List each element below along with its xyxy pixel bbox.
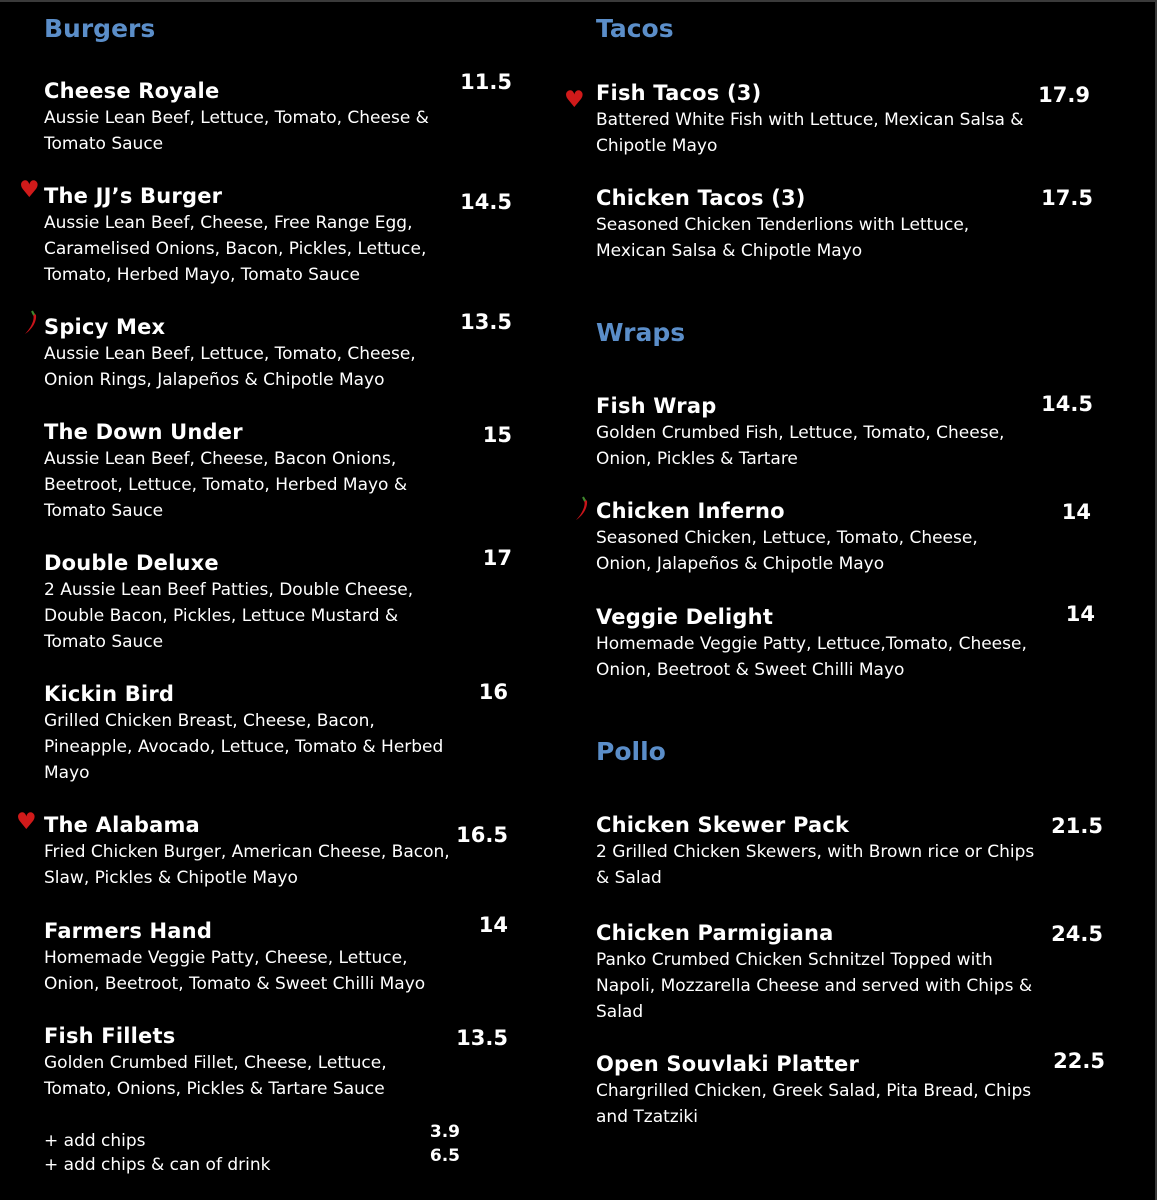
item-price: 14 [1065, 602, 1095, 626]
item-name: Chicken Tacos (3) [596, 186, 806, 210]
item-name: Cheese Royale [44, 79, 220, 103]
item-price: 21.5 [1051, 814, 1103, 838]
item-price: 17.9 [1038, 83, 1090, 107]
extra-add-chips-drink: + add chips & can of drink [44, 1155, 271, 1175]
menu-item-chicken-skewer-pack [596, 812, 1036, 891]
item-price: 24.5 [1051, 922, 1103, 946]
item-description: Homemade Veggie Patty, Lettuce,Tomato, Cheese, Onion, Beetroot & Sweet Chilli Mayo [596, 634, 1027, 680]
item-price: 14 [478, 913, 508, 937]
item-name: Farmers Hand [44, 919, 213, 943]
item-name: Chicken Parmigiana [596, 921, 834, 945]
item-description: Golden Crumbed Fillet, Cheese, Lettuce, Tomato, Onions, Pickles & Tartare Sauce [44, 1053, 387, 1099]
item-price: 22.5 [1053, 1049, 1105, 1073]
menu-item-veggie-delight [596, 604, 1036, 683]
item-price: 13.5 [456, 1026, 508, 1050]
item-price: 14.5 [460, 190, 512, 214]
section-title-burgers: Burgers [44, 14, 156, 43]
item-price: 16.5 [456, 823, 508, 847]
item-description: Chargrilled Chicken, Greek Salad, Pita Bread, Chips and Tzatziki [596, 1081, 1032, 1127]
menu-item-alabama [44, 812, 454, 891]
item-description: Aussie Lean Beef, Cheese, Free Range Egg, Caramelised Onions, Bacon, Pickles, Lettuce, Tomato, Herbed Mayo, Tomato Sauce [44, 213, 427, 285]
item-description: Seasoned Chicken Tenderlions with Lettuce, Mexican Salsa & Chipotle Mayo [596, 215, 970, 261]
heart-icon: ♥ [19, 177, 40, 203]
menu-item-cheese-royale [44, 78, 454, 157]
chili-icon [575, 496, 589, 522]
item-description: Panko Crumbed Chicken Schnitzel Topped with Napoli, Mozzarella Cheese and served with Chips & Salad [596, 950, 1033, 1022]
extra-price: 3.9 [429, 1122, 460, 1142]
menu-item-chicken-tacos [596, 185, 1036, 264]
item-name: Fish Wrap [596, 394, 717, 418]
item-name: The Down Under [44, 420, 243, 444]
item-description: Homemade Veggie Patty, Cheese, Lettuce, Onion, Beetroot, Tomato & Sweet Chilli Mayo [44, 948, 426, 994]
section-title-wraps: Wraps [596, 318, 686, 347]
item-description: Grilled Chicken Breast, Cheese, Bacon, Pineapple, Avocado, Lettuce, Tomato & Herbed Mayo [44, 711, 444, 783]
menu-item-chicken-parmigiana [596, 920, 1036, 1025]
item-price: 15 [482, 423, 512, 447]
item-name: Chicken Skewer Pack [596, 813, 850, 837]
menu-item-double-deluxe [44, 550, 454, 655]
menu-item-kickin-bird [44, 681, 454, 786]
item-description: Aussie Lean Beef, Cheese, Bacon Onions, Beetroot, Lettuce, Tomato, Herbed Mayo & Tomato Sauce [44, 449, 408, 521]
item-name: Veggie Delight [596, 605, 774, 629]
section-title-pollo: Pollo [596, 737, 666, 766]
menu-item-fish-tacos [596, 80, 1036, 159]
menu-item-fish-fillets [44, 1023, 454, 1102]
menu-item-spicy-mex [44, 314, 454, 393]
item-description: Aussie Lean Beef, Lettuce, Tomato, Cheese, Onion Rings, Jalapeños & Chipotle Mayo [44, 344, 416, 390]
item-price: 17 [482, 546, 512, 570]
item-name: Double Deluxe [44, 551, 219, 575]
heart-icon: ♥ [16, 809, 37, 835]
extra-add-chips: + add chips [44, 1131, 146, 1151]
item-price: 14.5 [1041, 392, 1093, 416]
heart-icon: ♥ [564, 87, 585, 113]
menu-item-fish-wrap [596, 393, 1036, 472]
item-description: 2 Grilled Chicken Skewers, with Brown rice or Chips & Salad [596, 842, 1035, 888]
item-description: Seasoned Chicken, Lettuce, Tomato, Cheese, Onion, Jalapeños & Chipotle Mayo [596, 528, 978, 574]
menu-item-open-souvlaki-platter [596, 1051, 1036, 1130]
item-description: Aussie Lean Beef, Lettuce, Tomato, Cheese & Tomato Sauce [44, 108, 429, 154]
section-title-tacos: Tacos [596, 14, 674, 43]
item-description: 2 Aussie Lean Beef Patties, Double Cheese, Double Bacon, Pickles, Lettuce Mustard & Tomato Sauce [44, 580, 414, 652]
item-price: 13.5 [460, 310, 512, 334]
item-price: 14 [1061, 500, 1091, 524]
item-name: Fish Fillets [44, 1024, 176, 1048]
menu-item-farmers-hand [44, 918, 454, 997]
menu-item-jjs-burger [44, 183, 454, 288]
item-name: The Alabama [44, 813, 200, 837]
item-name: Chicken Inferno [596, 499, 785, 523]
item-name: The JJ’s Burger [44, 184, 223, 208]
item-description: Golden Crumbed Fish, Lettuce, Tomato, Cheese, Onion, Pickles & Tartare [596, 423, 1005, 469]
chili-icon [24, 310, 38, 336]
item-description: Fried Chicken Burger, American Cheese, Bacon, Slaw, Pickles & Chipotle Mayo [44, 842, 450, 888]
item-name: Kickin Bird [44, 682, 175, 706]
item-name: Spicy Mex [44, 315, 166, 339]
menu-item-down-under [44, 419, 454, 524]
item-name: Fish Tacos (3) [596, 81, 762, 105]
item-price: 16 [478, 680, 508, 704]
extra-price: 6.5 [429, 1146, 460, 1166]
item-price: 17.5 [1041, 186, 1093, 210]
item-name: Open Souvlaki Platter [596, 1052, 860, 1076]
item-price: 11.5 [460, 70, 512, 94]
menu-item-chicken-inferno [596, 498, 1036, 577]
item-description: Battered White Fish with Lettuce, Mexican Salsa & Chipotle Mayo [596, 110, 1024, 156]
